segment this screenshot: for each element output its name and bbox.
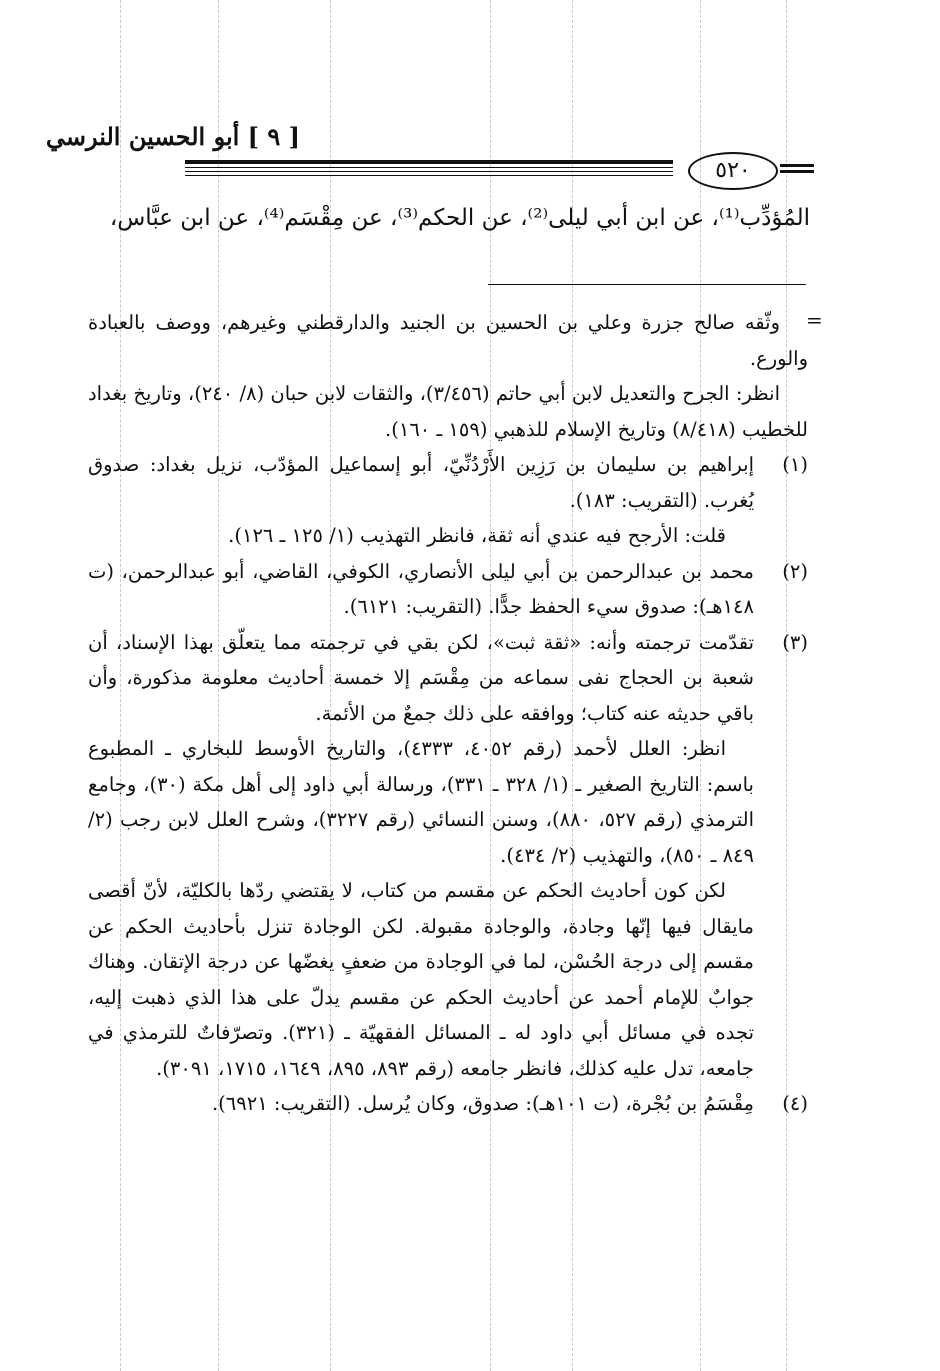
header-rule (185, 167, 673, 168)
footnote-separator (488, 284, 806, 285)
footnote-paragraph: لكن كون أحاديث الحكم عن مقسم من كتاب، لا يقتضي ردّها بالكليّة، لأنّ أقصى مايقال فيها إنّها وجادة، والوجادة مقبولة. لكن الوجادة تنزل بأحاديث الحكم عن مقسم إلى درجة الحُسْن، لما في الوجادة من ضعفٍ يغضّها عن درجة الإتقان. وهناك جوابٌ للإمام أحمد عن أحاديث الحكم عن مقسم يدلّ على هذا الذي ذهبت إليه، تجده في مسائل أبي داود له ـ المسائل الفقهيّة ـ (٣٢١). وتصرّفاتٌ للترمذي في جامعه، تدل عليه كذلك، فانظر جامعه (رقم ٨٩٣، ٨٩٥، ١٦٤٩، ١٧١٥، ٣٠٩١). (88, 879, 754, 1080)
footnote-number: (٣) (782, 630, 808, 654)
footnote-text: محمد بن عبدالرحمن بن أبي ليلى الأنصاري، الكوفي، القاضي، أبو عبدالرحمن، (ت ١٤٨هـ): صدوق سيء الحفظ جدًّا. (التقريب: ٦١٢١). (88, 559, 754, 618)
header-ornament (780, 164, 814, 167)
footnote-3 (88, 625, 808, 732)
footnote-number: (٢) (782, 559, 808, 583)
continuation-mark: = (806, 308, 823, 332)
continued-note-paragraph: وثّقه صالح جزرة وعلي بن الحسين بن الجنيد والدارقطني وغيرهم، ووصف بالعبادة والورع. (88, 311, 808, 370)
header-rule (185, 175, 673, 176)
continued-note-paragraph: انظر: الجرح والتعديل لابن أبي حاتم (٣/٤٥٦)، والثقات لابن حبان (٨/ ٢٤٠)، وتاريخ بغداد للخطيب (٨/٤١٨) وتاريخ الإسلام للذهبي (١٥٩ ـ ١٦٠). (88, 382, 808, 441)
main-text: المُؤدِّب⁽¹⁾، عن ابن أبي ليلى⁽²⁾، عن الحكم⁽³⁾، عن مِقْسَم⁽⁴⁾، عن ابن عبَّاس، (109, 205, 810, 231)
header-ornament (780, 170, 814, 173)
footnote-number: (٤) (782, 1092, 808, 1115)
footnote-number: (١) (782, 453, 808, 476)
footnote-1 (88, 447, 808, 518)
footnote-text: تقدّمت ترجمته وأنه: «ثقة ثبت»، لكن بقي في ترجمته مما يتعلّق بهذا الإسناد، أن شعبة بن الحجاج نفى سماعه من مِقْسَم إلا خمسة أحاديث معلومة مذكورة، وأن باقي حديثه عنه كتاب؛ ووافقه على ذلك جمعٌ من الأئمة. (88, 630, 754, 725)
footnote-2 (88, 554, 808, 625)
header-rule (185, 160, 673, 164)
header-rule (185, 171, 673, 172)
footnote-paragraph: انظر: العلل لأحمد (رقم ٤٠٥٢، ٤٣٣٣)، والتاريخ الأوسط للبخاري ـ المطبوع باسم: التاريخ الصغير ـ (١/ ٣٢٨ ـ ٣٣١)، ورسالة أبي داود إلى أهل مكة (٣٠)، وجامع الترمذي (رقم ٥٢٧، ٨٨٠)، وسنن النسائي (رقم ٣٢٢٧)، وشرح العلل لابن رجب (٢/ ٨٤٩ ـ ٨٥٠)، والتهذيب (٢/ ٤٣٤). (88, 737, 755, 867)
footnote-4 (88, 1086, 808, 1122)
footnotes-section (88, 305, 808, 1122)
page-number: ٥٢٠ (688, 152, 778, 190)
footnote-text: إبراهيم بن سليمان بن رَزِين الأَرْدُنِّيّ، أبو إسماعيل المؤدّب، نزيل بغداد: صدوق يُغرب. (التقريب: ١٨٣). (88, 453, 754, 512)
footnote-paragraph: قلت: الأرجح فيه عندي أنه ثقة، فانظر التهذيب (١/ ١٢٥ ـ ١٢٦). (228, 524, 726, 547)
running-header-title: [ ٩ ] أبو الحسين النرسي (45, 122, 300, 151)
footnote-text: مِقْسَمُ بن بُجْرة، (ت ١٠١هـ): صدوق، وكان يُرسل. (التقريب: ٦٩٢١). (211, 1092, 754, 1115)
